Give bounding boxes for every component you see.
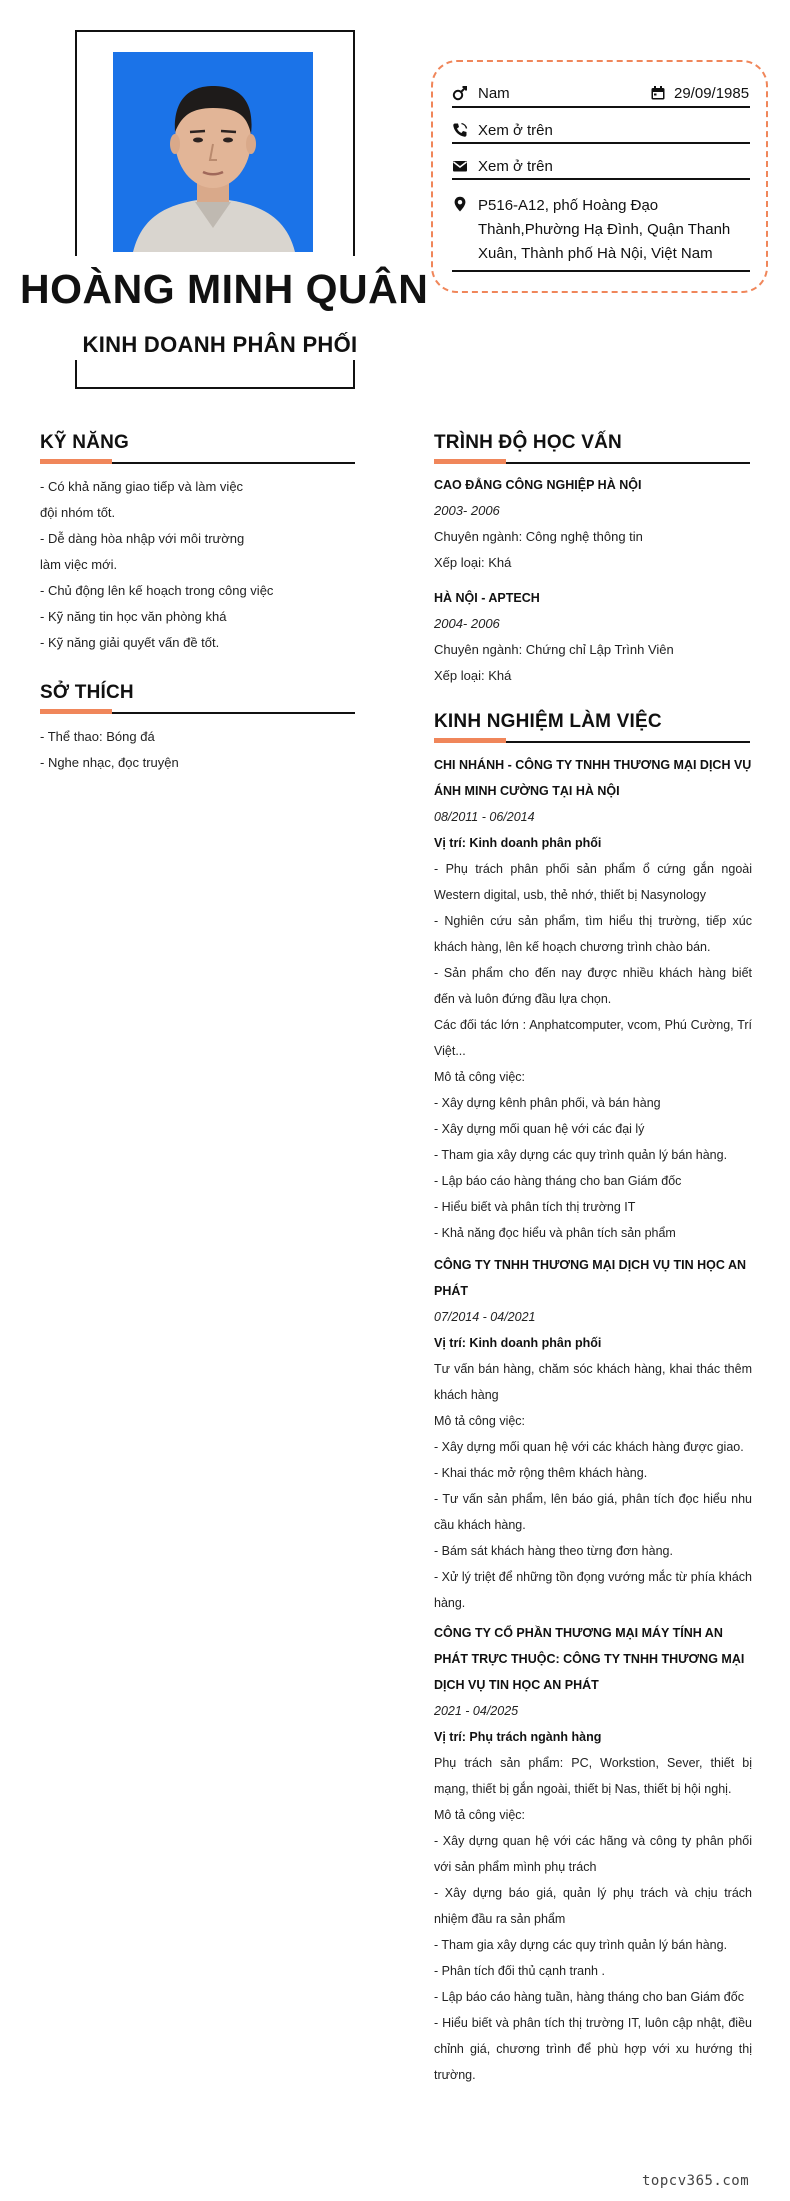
job-period: 08/2011 - 06/2014 — [434, 810, 535, 824]
study-major: Chuyên ngành: Công nghệ thông tin — [434, 529, 643, 544]
study-period: 2004- 2006 — [434, 616, 500, 631]
email-icon — [452, 158, 468, 174]
hobbies-heading: SỞ THÍCH — [40, 682, 134, 703]
gender-value: Nam — [478, 85, 510, 102]
job-line: Mô tả công việc: — [434, 1070, 526, 1084]
skills-list — [40, 474, 360, 656]
job-line: - Xây dựng mối quan hệ với các khách hàng được giao. — [434, 1440, 744, 1454]
hobbies-accent — [40, 709, 112, 714]
job-line: Mô tả công việc: — [434, 1414, 526, 1428]
education-entry — [434, 472, 754, 576]
company-name: CÔNG TY TNHH THƯƠNG MẠI DỊCH VỤ TIN HỌC AN PHÁT — [434, 1258, 746, 1298]
job-entry — [434, 752, 752, 1246]
contact-row-address — [452, 190, 750, 272]
job-line: - Phụ trách phân phối sản phẩm ổ cứng gắn ngoài Western digital, usb, thẻ nhớ, thiết bị Nasynology — [434, 862, 752, 902]
job-line: - Khai thác mở rộng thêm khách hàng. — [434, 1466, 648, 1480]
candidate-name: HOÀNG MINH QUÂN — [20, 266, 429, 312]
job-line: - Xử lý triệt để những tồn đọng vướng mắc từ phía khách hàng. — [434, 1570, 752, 1610]
experience-accent — [434, 738, 506, 743]
job-entry — [434, 1620, 752, 2088]
hobby-line: - Thể thao: Bóng đá — [40, 729, 155, 744]
job-line: - Phân tích đối thủ cạnh tranh . — [434, 1964, 605, 1978]
job-period: 2021 - 04/2025 — [434, 1704, 519, 1718]
skill-line: đội nhóm tốt. — [40, 505, 116, 520]
school-name: HÀ NỘI - APTECH — [434, 591, 540, 605]
job-line: - Xây dựng quan hệ với các hãng và công ty phân phối với sản phẩm mình phụ trách — [434, 1834, 752, 1874]
job-entry — [434, 1252, 752, 1616]
job-line: - Nghiên cứu sản phẩm, tìm hiểu thị trường, tiếp xúc khách hàng, lên kế hoạch chương trình chào bán. — [434, 914, 752, 954]
contact-row-email — [452, 154, 750, 180]
study-grade: Xếp loại: Khá — [434, 555, 512, 570]
job-line: - Tham gia xây dựng các quy trình quản lý bán hàng. — [434, 1148, 728, 1162]
education-accent — [434, 459, 506, 464]
job-line: - Xây dựng kênh phân phối, và bán hàng — [434, 1096, 661, 1110]
job-line: - Hiểu biết và phân tích thị trường IT, luôn cập nhật, điều chỉnh giá, chương trình để phù hợp với xu hướng thị trường. — [434, 2016, 752, 2082]
address-value: P516-A12, phố Hoàng Đạo Thành,Phường Hạ Đình, Quận Thanh Xuân, Thành phố Hà Nội, Việt Nam — [478, 197, 731, 262]
job-line: Mô tả công việc: — [434, 1808, 526, 1822]
birthday-value: 29/09/1985 — [674, 85, 750, 102]
education-entry — [434, 585, 754, 689]
school-name: CAO ĐẲNG CÔNG NGHIỆP HÀ NỘI — [434, 478, 642, 492]
location-icon — [452, 196, 468, 212]
job-line: - Tham gia xây dựng các quy trình quản lý bán hàng. — [434, 1938, 728, 1952]
job-position: Vị trí: Kinh doanh phân phối — [434, 1336, 602, 1350]
job-line: - Tư vấn sản phẩm, lên báo giá, phân tích đọc hiểu nhu cầu khách hàng. — [434, 1492, 752, 1532]
contact-row-gender-birthday — [452, 82, 750, 108]
experience-heading: KINH NGHIỆM LÀM VIỆC — [434, 711, 662, 732]
hobby-line: - Nghe nhạc, đọc truyện — [40, 755, 179, 770]
gender-icon — [452, 85, 468, 101]
job-line: - Lập báo cáo hàng tuần, hàng tháng cho ban Giám đốc — [434, 1990, 744, 2004]
job-line: - Bám sát khách hàng theo từng đơn hàng. — [434, 1544, 673, 1558]
job-line: - Khả năng đọc hiểu và phân tích sản phẩm — [434, 1226, 676, 1240]
skill-line: - Dễ dàng hòa nhập với môi trường — [40, 531, 245, 546]
job-line: - Xây dựng mối quan hệ với các đại lý — [434, 1122, 645, 1136]
skill-line: - Kỹ năng giải quyết vấn đề tốt. — [40, 635, 220, 650]
contact-box — [431, 60, 768, 293]
hobbies-list — [40, 724, 360, 776]
email-value: Xem ở trên — [478, 158, 553, 175]
profile-photo — [113, 52, 313, 252]
job-line: Tư vấn bán hàng, chăm sóc khách hàng, khai thác thêm khách hàng — [434, 1362, 752, 1402]
skill-line: - Kỹ năng tin học văn phòng khá — [40, 609, 227, 624]
portrait-illustration — [113, 52, 313, 252]
study-major: Chuyên ngành: Chứng chỉ Lập Trình Viên — [434, 642, 674, 657]
phone-value: Xem ở trên — [478, 122, 553, 139]
skills-accent — [40, 459, 112, 464]
study-period: 2003- 2006 — [434, 503, 500, 518]
study-grade: Xếp loại: Khá — [434, 668, 512, 683]
contact-row-phone — [452, 118, 750, 144]
job-position: Vị trí: Kinh doanh phân phối — [434, 836, 602, 850]
job-position: Vị trí: Phụ trách ngành hàng — [434, 1730, 602, 1744]
job-line: - Sản phẩm cho đến nay được nhiều khách hàng biết đến và luôn đứng đầu lựa chọn. — [434, 966, 752, 1006]
skill-line: làm việc mới. — [40, 557, 118, 572]
job-line: Phụ trách sản phẩm: PC, Workstion, Sever, thiết bị mạng, thiết bị gắn ngoài, thiết bị Nas, thiết bị hội nghị. — [434, 1756, 752, 1796]
skills-heading: KỸ NĂNG — [40, 432, 130, 453]
job-title: KINH DOANH PHÂN PHỐI — [82, 332, 358, 357]
skill-line: - Có khả năng giao tiếp và làm việc — [40, 479, 244, 494]
skill-line: - Chủ động lên kế hoạch trong công việc — [40, 583, 274, 598]
job-line: Các đối tác lớn : Anphatcomputer, vcom, Phú Cường, Trí Việt... — [434, 1018, 752, 1058]
company-name: CÔNG TY CỔ PHẦN THƯƠNG MẠI MÁY TÍNH AN PHÁT TRỰC THUỘC: CÔNG TY TNHH THƯƠNG MẠI DỊCH VỤ TIN HỌC AN PHÁT — [434, 1626, 745, 1692]
phone-icon — [452, 122, 468, 138]
job-line: - Lập báo cáo hàng tháng cho ban Giám đốc — [434, 1174, 682, 1188]
job-line: - Hiểu biết và phân tích thị trường IT — [434, 1200, 636, 1214]
education-heading: TRÌNH ĐỘ HỌC VẤN — [434, 432, 622, 453]
company-name: CHI NHÁNH - CÔNG TY TNHH THƯƠNG MẠI DỊCH VỤ ÁNH MINH CƯỜNG TẠI HÀ NỘI — [434, 758, 752, 798]
job-period: 07/2014 - 04/2021 — [434, 1310, 536, 1324]
job-line: - Xây dựng báo giá, quản lý phụ trách và chịu trách nhiệm đầu ra sản phẩm — [434, 1886, 752, 1926]
calendar-icon — [650, 85, 666, 101]
site-watermark: topcv365.com — [642, 2173, 750, 2189]
